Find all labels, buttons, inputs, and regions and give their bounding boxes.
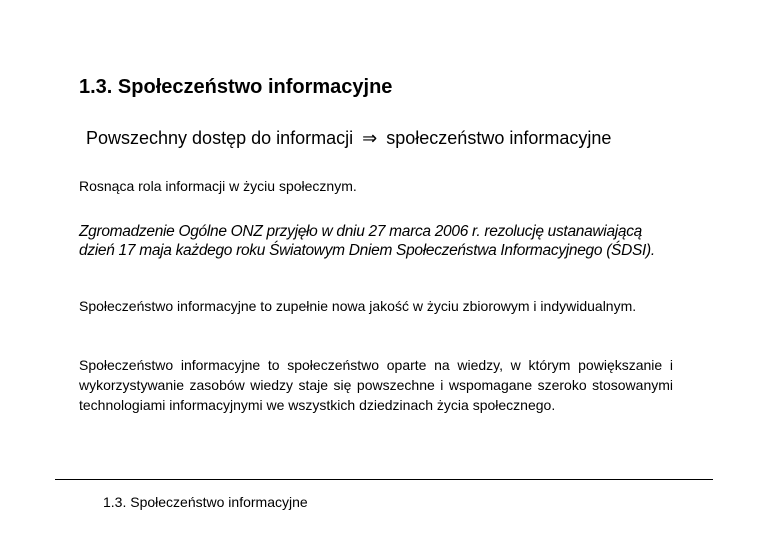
subtitle-left-text: Powszechny dostęp do informacji	[86, 128, 354, 148]
paragraph-role-of-information: Rosnąca rola informacji w życiu społecznym.	[79, 178, 357, 194]
implies-arrow-icon: ⇒	[362, 128, 378, 149]
footer-divider	[55, 479, 713, 480]
paragraph-new-quality: Społeczeństwo informacyjne to zupełnie nowa jakość w życiu zbiorowym i indywidualnym.	[79, 298, 637, 314]
section-heading: 1.3. Społeczeństwo informacyjne	[79, 76, 393, 98]
footer-text: 1.3. Społeczeństwo informacyjne	[103, 494, 308, 510]
subtitle-line	[86, 128, 611, 149]
subtitle-right-text: społeczeństwo informacyjne	[386, 128, 612, 148]
paragraph-definition: Społeczeństwo informacyjne to społeczeństwo oparte na wiedzy, w którym powiększanie i wykorzystywanie zasobów wiedzy staje się powszechne i wspomagane szeroko stosowanymi technologiami informacyjnymi we wszystkich dziedzinach życia społecznego.	[79, 357, 673, 413]
italic-un-resolution-text: Zgromadzenie Ogólne ONZ przyjęło w dniu 27 marca 2006 r. rezolucję ustanawiającą dzień 17 maja każdego roku Światowym Dniem Społeczeństwa Informacyjnego (ŚDSI).	[79, 223, 655, 259]
